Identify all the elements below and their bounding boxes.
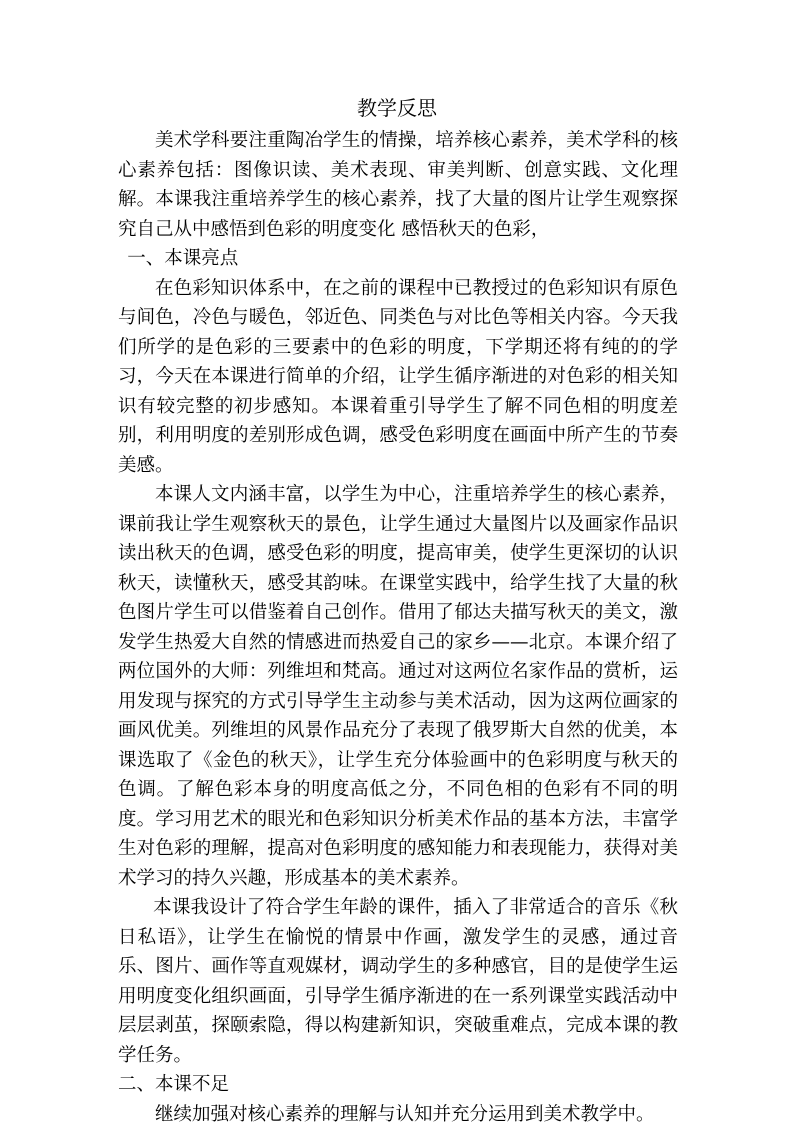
highlights-paragraph-1: 在色彩知识体系中，在之前的课程中已教授过的色彩知识有原色与间色，冷色与暖色，邻近色、同类色与对比色等相关内容。今天我们所学的是色彩的三要素中的色彩的明度，下学期还将有纯的的学习，今天在本课进行简单的介绍，让学生循序渐进的对色彩的相关知识有较完整的初步感知。本课着重引导学生了解不同色相的明度差别，利用明度的差别形成色调，感受色彩明度在画面中所产生的节奏美感。 (118, 274, 678, 481)
intro-paragraph: 美术学科要注重陶冶学生的情操，培养核心素养，美术学科的核心素养包括：图像识读、美术表现、审美判断、创意实践、文化理解。本课我注重培养学生的核心素养，找了大量的图片让学生观察探究自己从中感悟到色彩的明度变化 感悟秋天的色彩， (118, 126, 678, 244)
section-heading-shortcomings: 二、本课不足 (118, 1070, 678, 1100)
highlights-paragraph-2: 本课人文内涵丰富，以学生为中心，注重培养学生的核心素养，课前我让学生观察秋天的景色，让学生通过大量图片以及画家作品识读出秋天的色调，感受色彩的明度，提高审美，使学生更深切的认识秋天，读懂秋天，感受其韵味。在课堂实践中，给学生找了大量的秋色图片学生可以借鉴着自己创作。借用了郁达夫描写秋天的美文，激发学生热爱大自然的情感进而热爱自己的家乡——北京。本课介绍了两位国外的大师：列维坦和梵高。通过对这两位名家作品的赏析，运用发现与探究的方式引导学生主动参与美术活动，因为这两位画家的画风优美。列维坦的风景作品充分了表现了俄罗斯大自然的优美，本课选取了《金色的秋天》，让学生充分体验画中的色彩明度与秋天的色调。了解色彩本身的明度高低之分，不同色相的色彩有不同的明度。学习用艺术的眼光和色彩知识分析美术作品的基本方法，丰富学生对色彩的理解，提高对色彩明度的感知能力和表现能力，获得对美术学习的持久兴趣，形成基本的美术素养。 (118, 480, 678, 893)
document-title: 教学反思 (0, 93, 794, 123)
highlights-paragraph-3: 本课我设计了符合学生年龄的课件，插入了非常适合的音乐《秋日私语》，让学生在愉悦的情景中作画，激发学生的灵感，通过音乐、图片、画作等直观媒材，调动学生的多种感官，目的是使学生运用明度变化组织画面，引导学生循序渐进的在一系列课堂实践活动中层层剥茧，探颐索隐，得以构建新知识，突破重难点，完成本课的教学任务。 (118, 893, 678, 1070)
document-body (118, 126, 678, 1129)
shortcomings-paragraph: 继续加强对核心素养的理解与认知并充分运用到美术教学中。 (118, 1100, 678, 1129)
section-heading-highlights: 一、本课亮点 (118, 244, 678, 274)
